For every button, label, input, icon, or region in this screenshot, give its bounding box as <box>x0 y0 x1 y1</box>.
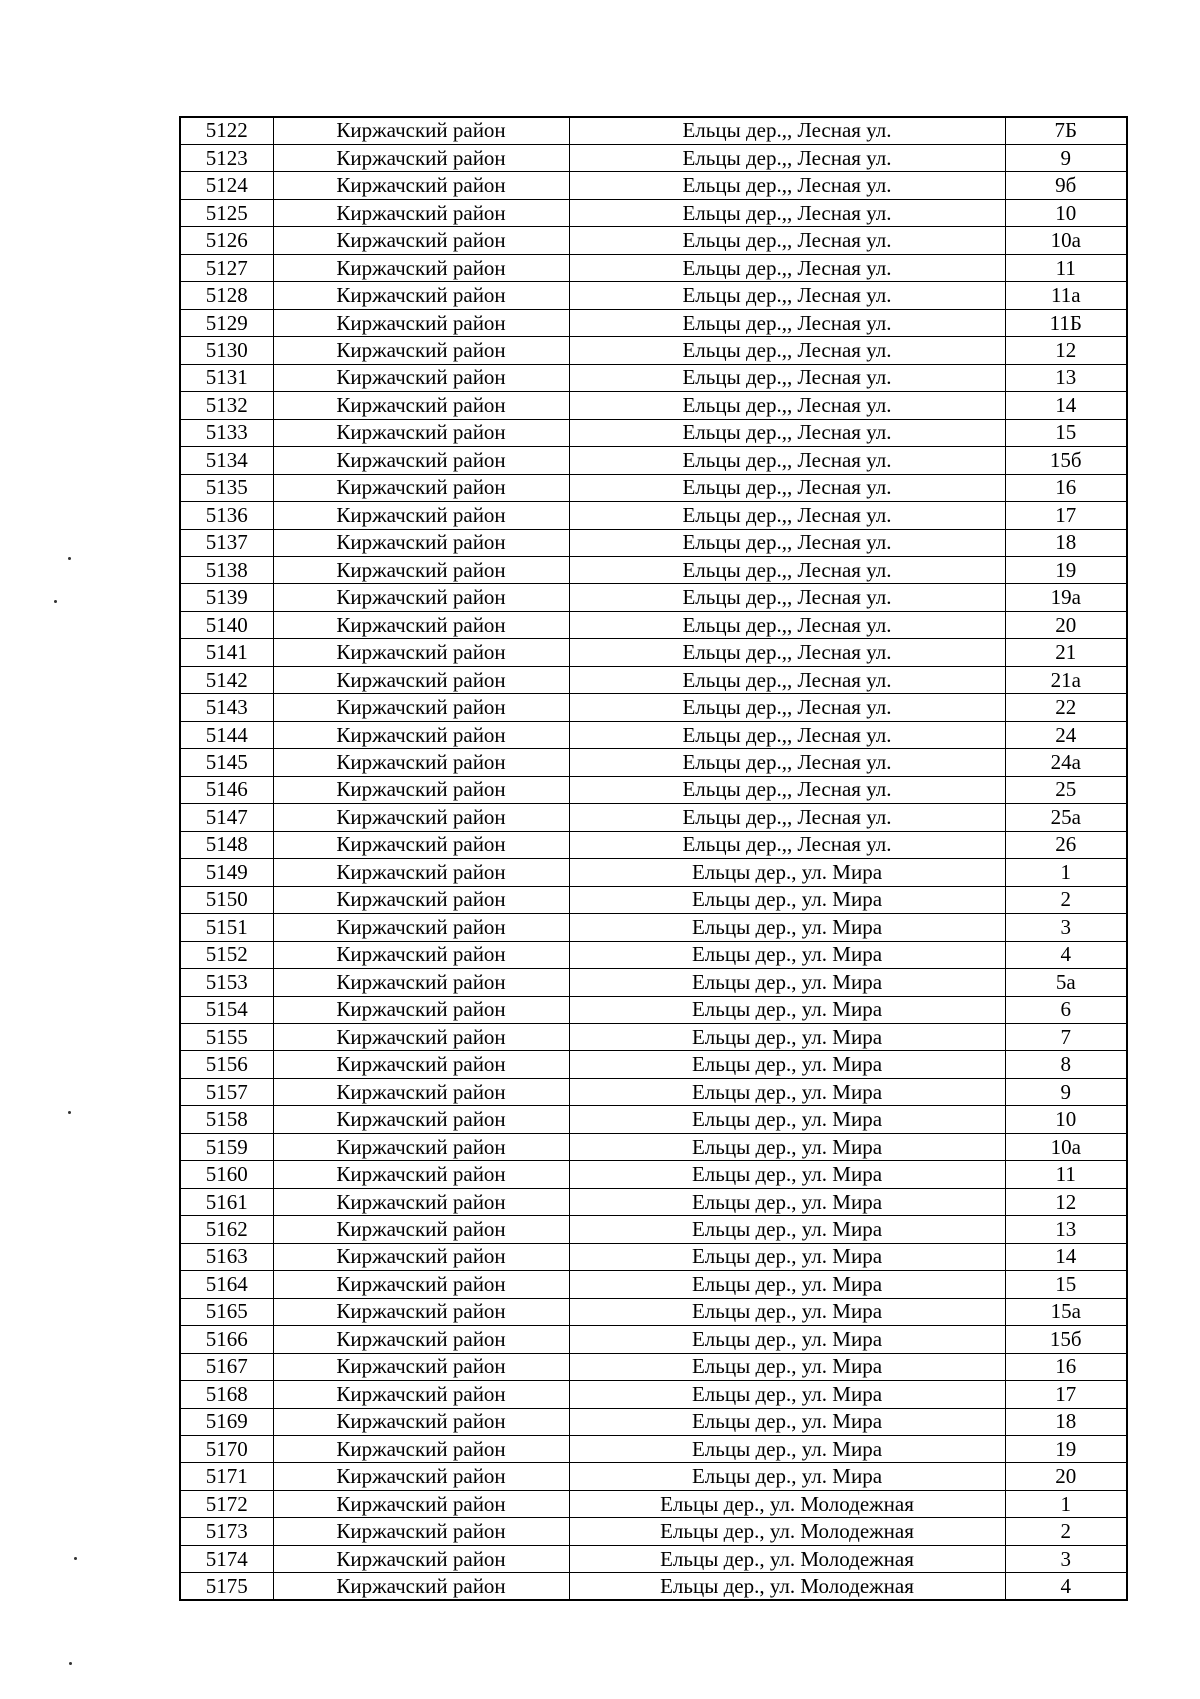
house-number-cell: 12 <box>1005 1188 1127 1215</box>
row-number-cell: 5158 <box>180 1106 273 1133</box>
table-row <box>180 969 1127 996</box>
row-number-cell: 5171 <box>180 1463 273 1490</box>
street-cell: Ельцы дер.,, Лесная ул. <box>569 172 1005 199</box>
district-cell: Киржачский район <box>273 1271 569 1298</box>
district-cell: Киржачский район <box>273 611 569 638</box>
house-number-cell: 16 <box>1005 1353 1127 1380</box>
row-number-cell: 5164 <box>180 1271 273 1298</box>
house-number-cell: 20 <box>1005 1463 1127 1490</box>
table-row <box>180 584 1127 611</box>
table-row <box>180 1326 1127 1353</box>
row-number-cell: 5154 <box>180 996 273 1023</box>
street-cell: Ельцы дер., ул. Мира <box>569 859 1005 886</box>
house-number-cell: 11Б <box>1005 309 1127 336</box>
district-cell: Киржачский район <box>273 1573 569 1600</box>
street-cell: Ельцы дер., ул. Мира <box>569 1298 1005 1325</box>
district-cell: Киржачский район <box>273 1161 569 1188</box>
house-number-cell: 3 <box>1005 1545 1127 1572</box>
street-cell: Ельцы дер.,, Лесная ул. <box>569 199 1005 226</box>
district-cell: Киржачский район <box>273 117 569 144</box>
house-number-cell: 10 <box>1005 1106 1127 1133</box>
street-cell: Ельцы дер.,, Лесная ул. <box>569 474 1005 501</box>
district-cell: Киржачский район <box>273 1051 569 1078</box>
row-number-cell: 5172 <box>180 1490 273 1517</box>
district-cell: Киржачский район <box>273 1381 569 1408</box>
street-cell: Ельцы дер., ул. Мира <box>569 1463 1005 1490</box>
house-number-cell: 9б <box>1005 172 1127 199</box>
table-row <box>180 1216 1127 1243</box>
street-cell: Ельцы дер., ул. Мира <box>569 1161 1005 1188</box>
row-number-cell: 5160 <box>180 1161 273 1188</box>
street-cell: Ельцы дер.,, Лесная ул. <box>569 282 1005 309</box>
street-cell: Ельцы дер., ул. Мира <box>569 1023 1005 1050</box>
house-number-cell: 11 <box>1005 254 1127 281</box>
street-cell: Ельцы дер., ул. Мира <box>569 1408 1005 1435</box>
row-number-cell: 5165 <box>180 1298 273 1325</box>
table-row <box>180 1188 1127 1215</box>
table-row <box>180 886 1127 913</box>
table-row <box>180 831 1127 858</box>
house-number-cell: 6 <box>1005 996 1127 1023</box>
scan-speck <box>69 1662 72 1665</box>
table-row <box>180 364 1127 391</box>
row-number-cell: 5126 <box>180 227 273 254</box>
house-number-cell: 15а <box>1005 1298 1127 1325</box>
table-row <box>180 804 1127 831</box>
street-cell: Ельцы дер., ул. Мира <box>569 1078 1005 1105</box>
table-row <box>180 557 1127 584</box>
house-number-cell: 21 <box>1005 639 1127 666</box>
row-number-cell: 5169 <box>180 1408 273 1435</box>
street-cell: Ельцы дер.,, Лесная ул. <box>569 584 1005 611</box>
row-number-cell: 5141 <box>180 639 273 666</box>
street-cell: Ельцы дер.,, Лесная ул. <box>569 639 1005 666</box>
table-row <box>180 1051 1127 1078</box>
table-row <box>180 749 1127 776</box>
table-row <box>180 859 1127 886</box>
table-row <box>180 941 1127 968</box>
row-number-cell: 5139 <box>180 584 273 611</box>
district-cell: Киржачский район <box>273 1518 569 1545</box>
street-cell: Ельцы дер.,, Лесная ул. <box>569 364 1005 391</box>
district-cell: Киржачский район <box>273 584 569 611</box>
street-cell: Ельцы дер.,, Лесная ул. <box>569 557 1005 584</box>
district-cell: Киржачский район <box>273 447 569 474</box>
table-row <box>180 172 1127 199</box>
street-cell: Ельцы дер., ул. Молодежная <box>569 1518 1005 1545</box>
row-number-cell: 5162 <box>180 1216 273 1243</box>
row-number-cell: 5135 <box>180 474 273 501</box>
table-row <box>180 1023 1127 1050</box>
house-number-cell: 14 <box>1005 1243 1127 1270</box>
house-number-cell: 1 <box>1005 859 1127 886</box>
row-number-cell: 5148 <box>180 831 273 858</box>
row-number-cell: 5151 <box>180 914 273 941</box>
row-number-cell: 5142 <box>180 666 273 693</box>
house-number-cell: 19 <box>1005 557 1127 584</box>
house-number-cell: 13 <box>1005 364 1127 391</box>
district-cell: Киржачский район <box>273 1106 569 1133</box>
table-row <box>180 1408 1127 1435</box>
table-row <box>180 694 1127 721</box>
row-number-cell: 5174 <box>180 1545 273 1572</box>
table-row <box>180 639 1127 666</box>
row-number-cell: 5147 <box>180 804 273 831</box>
row-number-cell: 5143 <box>180 694 273 721</box>
table-row <box>180 337 1127 364</box>
house-number-cell: 5а <box>1005 969 1127 996</box>
table-row <box>180 1078 1127 1105</box>
street-cell: Ельцы дер., ул. Мира <box>569 1243 1005 1270</box>
row-number-cell: 5131 <box>180 364 273 391</box>
house-number-cell: 9 <box>1005 1078 1127 1105</box>
row-number-cell: 5163 <box>180 1243 273 1270</box>
row-number-cell: 5144 <box>180 721 273 748</box>
row-number-cell: 5153 <box>180 969 273 996</box>
street-cell: Ельцы дер., ул. Мира <box>569 886 1005 913</box>
district-cell: Киржачский район <box>273 1463 569 1490</box>
table-row <box>180 282 1127 309</box>
table-row <box>180 447 1127 474</box>
street-cell: Ельцы дер.,, Лесная ул. <box>569 117 1005 144</box>
street-cell: Ельцы дер., ул. Мира <box>569 1436 1005 1463</box>
row-number-cell: 5146 <box>180 776 273 803</box>
district-cell: Киржачский район <box>273 1408 569 1435</box>
district-cell: Киржачский район <box>273 1298 569 1325</box>
district-cell: Киржачский район <box>273 392 569 419</box>
table-row <box>180 611 1127 638</box>
street-cell: Ельцы дер., ул. Мира <box>569 969 1005 996</box>
house-number-cell: 15 <box>1005 1271 1127 1298</box>
house-number-cell: 3 <box>1005 914 1127 941</box>
house-number-cell: 10а <box>1005 227 1127 254</box>
district-cell: Киржачский район <box>273 474 569 501</box>
table-body <box>180 117 1127 1600</box>
street-cell: Ельцы дер.,, Лесная ул. <box>569 804 1005 831</box>
house-number-cell: 17 <box>1005 502 1127 529</box>
district-cell: Киржачский район <box>273 1216 569 1243</box>
table-row <box>180 529 1127 556</box>
house-number-cell: 26 <box>1005 831 1127 858</box>
house-number-cell: 2 <box>1005 1518 1127 1545</box>
table-row <box>180 666 1127 693</box>
row-number-cell: 5138 <box>180 557 273 584</box>
district-cell: Киржачский район <box>273 749 569 776</box>
house-number-cell: 24 <box>1005 721 1127 748</box>
street-cell: Ельцы дер., ул. Молодежная <box>569 1545 1005 1572</box>
row-number-cell: 5137 <box>180 529 273 556</box>
district-cell: Киржачский район <box>273 886 569 913</box>
row-number-cell: 5136 <box>180 502 273 529</box>
district-cell: Киржачский район <box>273 666 569 693</box>
house-number-cell: 15 <box>1005 419 1127 446</box>
table-row <box>180 1490 1127 1517</box>
district-cell: Киржачский район <box>273 1326 569 1353</box>
district-cell: Киржачский район <box>273 804 569 831</box>
table-row <box>180 1545 1127 1572</box>
district-cell: Киржачский район <box>273 776 569 803</box>
row-number-cell: 5168 <box>180 1381 273 1408</box>
district-cell: Киржачский район <box>273 254 569 281</box>
house-number-cell: 22 <box>1005 694 1127 721</box>
district-cell: Киржачский район <box>273 694 569 721</box>
district-cell: Киржачский район <box>273 859 569 886</box>
district-cell: Киржачский район <box>273 172 569 199</box>
table-row <box>180 1271 1127 1298</box>
district-cell: Киржачский район <box>273 364 569 391</box>
district-cell: Киржачский район <box>273 529 569 556</box>
house-number-cell: 12 <box>1005 337 1127 364</box>
row-number-cell: 5134 <box>180 447 273 474</box>
table-row <box>180 254 1127 281</box>
row-number-cell: 5124 <box>180 172 273 199</box>
house-number-cell: 25а <box>1005 804 1127 831</box>
row-number-cell: 5133 <box>180 419 273 446</box>
street-cell: Ельцы дер.,, Лесная ул. <box>569 419 1005 446</box>
row-number-cell: 5175 <box>180 1573 273 1600</box>
street-cell: Ельцы дер.,, Лесная ул. <box>569 144 1005 171</box>
house-number-cell: 7Б <box>1005 117 1127 144</box>
table-row <box>180 1353 1127 1380</box>
scan-speck <box>68 557 71 560</box>
house-number-cell: 13 <box>1005 1216 1127 1243</box>
district-cell: Киржачский район <box>273 914 569 941</box>
row-number-cell: 5125 <box>180 199 273 226</box>
street-cell: Ельцы дер.,, Лесная ул. <box>569 392 1005 419</box>
row-number-cell: 5161 <box>180 1188 273 1215</box>
district-cell: Киржачский район <box>273 831 569 858</box>
table-row <box>180 996 1127 1023</box>
house-number-cell: 8 <box>1005 1051 1127 1078</box>
row-number-cell: 5122 <box>180 117 273 144</box>
row-number-cell: 5129 <box>180 309 273 336</box>
table-row <box>180 1298 1127 1325</box>
district-cell: Киржачский район <box>273 639 569 666</box>
table-row <box>180 914 1127 941</box>
district-cell: Киржачский район <box>273 199 569 226</box>
street-cell: Ельцы дер.,, Лесная ул. <box>569 309 1005 336</box>
district-cell: Киржачский район <box>273 309 569 336</box>
row-number-cell: 5157 <box>180 1078 273 1105</box>
table-row <box>180 1573 1127 1600</box>
row-number-cell: 5149 <box>180 859 273 886</box>
district-cell: Киржачский район <box>273 557 569 584</box>
scan-speck <box>68 1111 71 1114</box>
table-row <box>180 1463 1127 1490</box>
table-row <box>180 117 1127 144</box>
table-row <box>180 419 1127 446</box>
street-cell: Ельцы дер., ул. Молодежная <box>569 1490 1005 1517</box>
district-cell: Киржачский район <box>273 1490 569 1517</box>
street-cell: Ельцы дер.,, Лесная ул. <box>569 776 1005 803</box>
street-cell: Ельцы дер.,, Лесная ул. <box>569 447 1005 474</box>
row-number-cell: 5152 <box>180 941 273 968</box>
row-number-cell: 5156 <box>180 1051 273 1078</box>
street-cell: Ельцы дер.,, Лесная ул. <box>569 611 1005 638</box>
scan-speck <box>74 1557 77 1560</box>
district-cell: Киржачский район <box>273 941 569 968</box>
house-number-cell: 18 <box>1005 1408 1127 1435</box>
district-cell: Киржачский район <box>273 969 569 996</box>
street-cell: Ельцы дер., ул. Мира <box>569 1326 1005 1353</box>
street-cell: Ельцы дер., ул. Мира <box>569 1106 1005 1133</box>
house-number-cell: 7 <box>1005 1023 1127 1050</box>
scan-speck <box>54 600 57 603</box>
row-number-cell: 5166 <box>180 1326 273 1353</box>
house-number-cell: 1 <box>1005 1490 1127 1517</box>
house-number-cell: 15б <box>1005 1326 1127 1353</box>
street-cell: Ельцы дер.,, Лесная ул. <box>569 502 1005 529</box>
table-row <box>180 1106 1127 1133</box>
row-number-cell: 5159 <box>180 1133 273 1160</box>
street-cell: Ельцы дер.,, Лесная ул. <box>569 721 1005 748</box>
street-cell: Ельцы дер.,, Лесная ул. <box>569 529 1005 556</box>
row-number-cell: 5128 <box>180 282 273 309</box>
district-cell: Киржачский район <box>273 502 569 529</box>
street-cell: Ельцы дер., ул. Мира <box>569 1271 1005 1298</box>
house-number-cell: 19 <box>1005 1436 1127 1463</box>
district-cell: Киржачский район <box>273 282 569 309</box>
house-number-cell: 20 <box>1005 611 1127 638</box>
street-cell: Ельцы дер.,, Лесная ул. <box>569 831 1005 858</box>
table-row <box>180 144 1127 171</box>
table-row <box>180 776 1127 803</box>
row-number-cell: 5140 <box>180 611 273 638</box>
street-cell: Ельцы дер., ул. Мира <box>569 1381 1005 1408</box>
table-row <box>180 721 1127 748</box>
table-row <box>180 1133 1127 1160</box>
row-number-cell: 5145 <box>180 749 273 776</box>
row-number-cell: 5170 <box>180 1436 273 1463</box>
district-cell: Киржачский район <box>273 1188 569 1215</box>
street-cell: Ельцы дер., ул. Мира <box>569 1353 1005 1380</box>
street-cell: Ельцы дер., ул. Мира <box>569 941 1005 968</box>
district-cell: Киржачский район <box>273 1353 569 1380</box>
district-cell: Киржачский район <box>273 1545 569 1572</box>
district-cell: Киржачский район <box>273 1133 569 1160</box>
street-cell: Ельцы дер.,, Лесная ул. <box>569 694 1005 721</box>
house-number-cell: 10 <box>1005 199 1127 226</box>
district-cell: Киржачский район <box>273 1023 569 1050</box>
street-cell: Ельцы дер., ул. Мира <box>569 1133 1005 1160</box>
row-number-cell: 5123 <box>180 144 273 171</box>
district-cell: Киржачский район <box>273 144 569 171</box>
district-cell: Киржачский район <box>273 721 569 748</box>
house-number-cell: 2 <box>1005 886 1127 913</box>
house-number-cell: 10а <box>1005 1133 1127 1160</box>
house-number-cell: 11 <box>1005 1161 1127 1188</box>
district-cell: Киржачский район <box>273 227 569 254</box>
table-row <box>180 309 1127 336</box>
row-number-cell: 5167 <box>180 1353 273 1380</box>
table-row <box>180 392 1127 419</box>
table-row <box>180 474 1127 501</box>
house-number-cell: 19а <box>1005 584 1127 611</box>
row-number-cell: 5130 <box>180 337 273 364</box>
street-cell: Ельцы дер., ул. Молодежная <box>569 1573 1005 1600</box>
table-row <box>180 1161 1127 1188</box>
street-cell: Ельцы дер., ул. Мира <box>569 914 1005 941</box>
house-number-cell: 11а <box>1005 282 1127 309</box>
row-number-cell: 5132 <box>180 392 273 419</box>
house-number-cell: 15б <box>1005 447 1127 474</box>
table-row <box>180 1518 1127 1545</box>
district-cell: Киржачский район <box>273 1436 569 1463</box>
street-cell: Ельцы дер., ул. Мира <box>569 1051 1005 1078</box>
district-cell: Киржачский район <box>273 419 569 446</box>
street-cell: Ельцы дер.,, Лесная ул. <box>569 337 1005 364</box>
table-row <box>180 502 1127 529</box>
house-number-cell: 18 <box>1005 529 1127 556</box>
table-row <box>180 199 1127 226</box>
row-number-cell: 5127 <box>180 254 273 281</box>
house-number-cell: 25 <box>1005 776 1127 803</box>
district-cell: Киржачский район <box>273 1078 569 1105</box>
street-cell: Ельцы дер., ул. Мира <box>569 1188 1005 1215</box>
table-row <box>180 1381 1127 1408</box>
house-number-cell: 4 <box>1005 1573 1127 1600</box>
address-table <box>179 116 1128 1601</box>
house-number-cell: 9 <box>1005 144 1127 171</box>
row-number-cell: 5155 <box>180 1023 273 1050</box>
row-number-cell: 5150 <box>180 886 273 913</box>
house-number-cell: 14 <box>1005 392 1127 419</box>
row-number-cell: 5173 <box>180 1518 273 1545</box>
district-cell: Киржачский район <box>273 1243 569 1270</box>
street-cell: Ельцы дер., ул. Мира <box>569 996 1005 1023</box>
table-row <box>180 227 1127 254</box>
table-row <box>180 1243 1127 1270</box>
street-cell: Ельцы дер., ул. Мира <box>569 1216 1005 1243</box>
street-cell: Ельцы дер.,, Лесная ул. <box>569 227 1005 254</box>
district-cell: Киржачский район <box>273 337 569 364</box>
district-cell: Киржачский район <box>273 996 569 1023</box>
house-number-cell: 4 <box>1005 941 1127 968</box>
house-number-cell: 16 <box>1005 474 1127 501</box>
street-cell: Ельцы дер.,, Лесная ул. <box>569 749 1005 776</box>
street-cell: Ельцы дер.,, Лесная ул. <box>569 666 1005 693</box>
house-number-cell: 24а <box>1005 749 1127 776</box>
house-number-cell: 17 <box>1005 1381 1127 1408</box>
table-row <box>180 1436 1127 1463</box>
house-number-cell: 21а <box>1005 666 1127 693</box>
street-cell: Ельцы дер.,, Лесная ул. <box>569 254 1005 281</box>
